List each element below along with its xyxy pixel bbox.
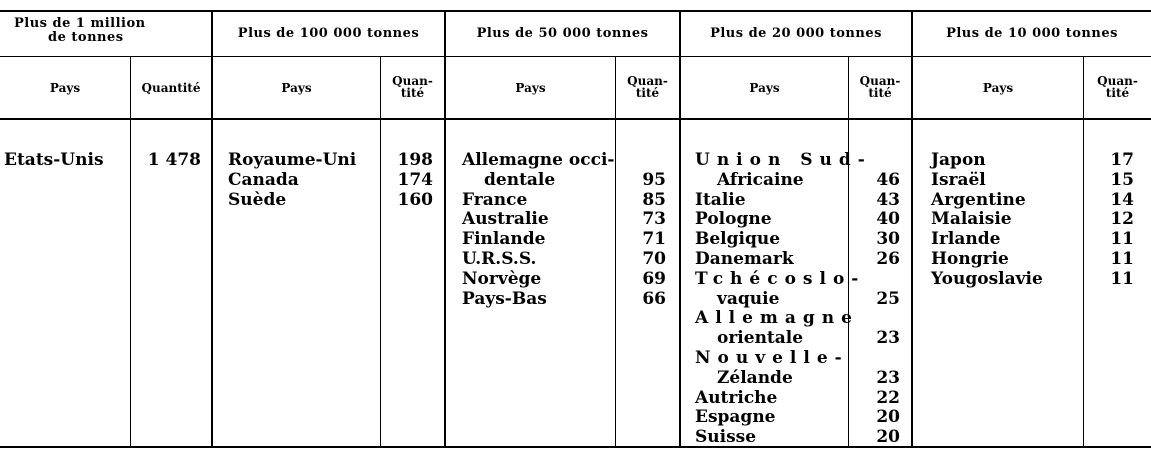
quantite-header: Quan- tité (1097, 74, 1138, 100)
country-name: Nouvelle- (695, 347, 849, 368)
quantite-header: Quan- tité (859, 74, 901, 100)
quantite-header: Quan- tité (392, 74, 433, 100)
country-name: Zélande (717, 367, 793, 388)
pays-header: Pays (49, 81, 81, 95)
group-divider (911, 10, 913, 448)
quantity-value: 71 (642, 229, 666, 250)
country-name: Australie (462, 209, 549, 230)
country-name: Israël (931, 169, 986, 190)
quantity-value: 43 (876, 189, 900, 210)
column-divider (130, 56, 131, 448)
country-name: vaquie (717, 288, 780, 309)
country-name: France (462, 189, 528, 210)
quantity-value: 23 (876, 328, 900, 349)
country-name: Yougoslavie (931, 268, 1043, 289)
country-name: Hongrie (931, 248, 1009, 269)
quantity-value: 20 (876, 407, 900, 428)
quantity-value: 198 (397, 150, 433, 170)
group-divider (444, 10, 446, 448)
country-name: Malaisie (931, 209, 1012, 230)
quantity-value: 46 (876, 169, 900, 190)
quantity-value: 66 (642, 288, 666, 309)
country-name: Tchécoslo- (695, 268, 866, 289)
country-name: Suisse (695, 427, 757, 448)
category-heading: Plus de 10 000 tonnes (946, 26, 1118, 41)
quantite-header: Quan- tité (627, 74, 668, 100)
quantity-value: 23 (876, 367, 900, 388)
header-rule (0, 118, 1151, 120)
quantity-value: 11 (1110, 248, 1134, 269)
quantity-list (381, 151, 433, 210)
country-name: Danemark (695, 248, 794, 269)
country-name: Espagne (695, 407, 776, 428)
quantity-value: 70 (642, 248, 666, 269)
country-name: Belgique (695, 229, 781, 250)
quantity-value (616, 151, 666, 171)
pays-header: Pays (749, 81, 780, 95)
quantity-value: 40 (876, 209, 900, 230)
quantity-value: 20 (876, 427, 900, 448)
quantity-value (849, 270, 900, 290)
category-heading: Plus de 50 000 tonnes (476, 26, 649, 41)
category-rule (0, 56, 1151, 57)
quantity-list (1084, 151, 1134, 290)
country-list (4, 151, 104, 171)
country-name: Etats-Unis (4, 150, 104, 170)
country-name: Pologne (695, 209, 772, 230)
category-heading: Plus de 20 000 tonnes (710, 26, 882, 41)
country-name: Irlande (931, 229, 1001, 250)
country-name: Africaine (717, 169, 804, 190)
quantity-value: 12 (1110, 209, 1134, 230)
country-name: U.R.S.S. (462, 248, 537, 269)
quantity-value: 1 478 (147, 150, 201, 170)
quantity-value: 22 (876, 387, 900, 408)
country-name: Canada (228, 169, 299, 190)
country-name: Japon (931, 150, 986, 170)
country-list (462, 151, 614, 309)
quantity-value: 174 (397, 169, 433, 190)
country-name: Autriche (695, 387, 778, 408)
country-list (931, 151, 1043, 290)
quantity-value: 73 (642, 209, 666, 230)
country-name: Allemagne occi- (462, 150, 615, 170)
country-name: Union Sud- (695, 150, 872, 170)
country-list (695, 151, 872, 448)
quantity-value: 30 (876, 229, 900, 250)
quantity-value: 26 (876, 248, 900, 269)
category-heading: Plus de 1 million de tonnes (14, 16, 146, 45)
quantity-value: 85 (642, 189, 666, 210)
group-divider (679, 10, 681, 448)
country-name: Suède (228, 189, 287, 210)
quantite-header: Quantité (141, 81, 201, 95)
country-name: Pays-Bas (462, 288, 547, 309)
bottom-rule (0, 446, 1151, 448)
quantity-list (131, 151, 201, 171)
country-name: Allemagne (695, 308, 859, 329)
country-name: Norvège (462, 268, 542, 289)
pays-header: Pays (982, 81, 1014, 95)
quantity-value: 95 (642, 169, 666, 190)
quantity-value: 160 (397, 189, 433, 210)
pays-header: Pays (281, 81, 312, 95)
country-name: Royaume-Uni (228, 150, 357, 170)
top-rule (0, 10, 1151, 12)
quantity-list (849, 151, 900, 448)
country-name: orientale (717, 328, 804, 349)
quantity-value: 15 (1110, 169, 1134, 190)
quantity-value: 11 (1110, 268, 1134, 289)
group-divider (211, 10, 213, 448)
country-name: Italie (695, 189, 746, 210)
pays-header: Pays (515, 81, 546, 95)
quantity-value (849, 309, 900, 329)
quantity-value: 69 (642, 268, 666, 289)
quantity-value: 25 (876, 288, 900, 309)
country-name: Argentine (931, 189, 1026, 210)
country-list (228, 151, 356, 210)
column-divider (380, 56, 381, 448)
category-heading: Plus de 100 000 tonnes (237, 26, 420, 41)
quantity-value (849, 151, 900, 171)
quantity-value (849, 349, 900, 369)
quantity-list (616, 151, 666, 309)
quantity-value: 14 (1110, 189, 1134, 210)
quantity-value: 11 (1110, 229, 1134, 250)
country-name: dentale (484, 169, 556, 190)
quantity-value: 17 (1110, 150, 1134, 170)
country-name: Finlande (462, 229, 546, 250)
